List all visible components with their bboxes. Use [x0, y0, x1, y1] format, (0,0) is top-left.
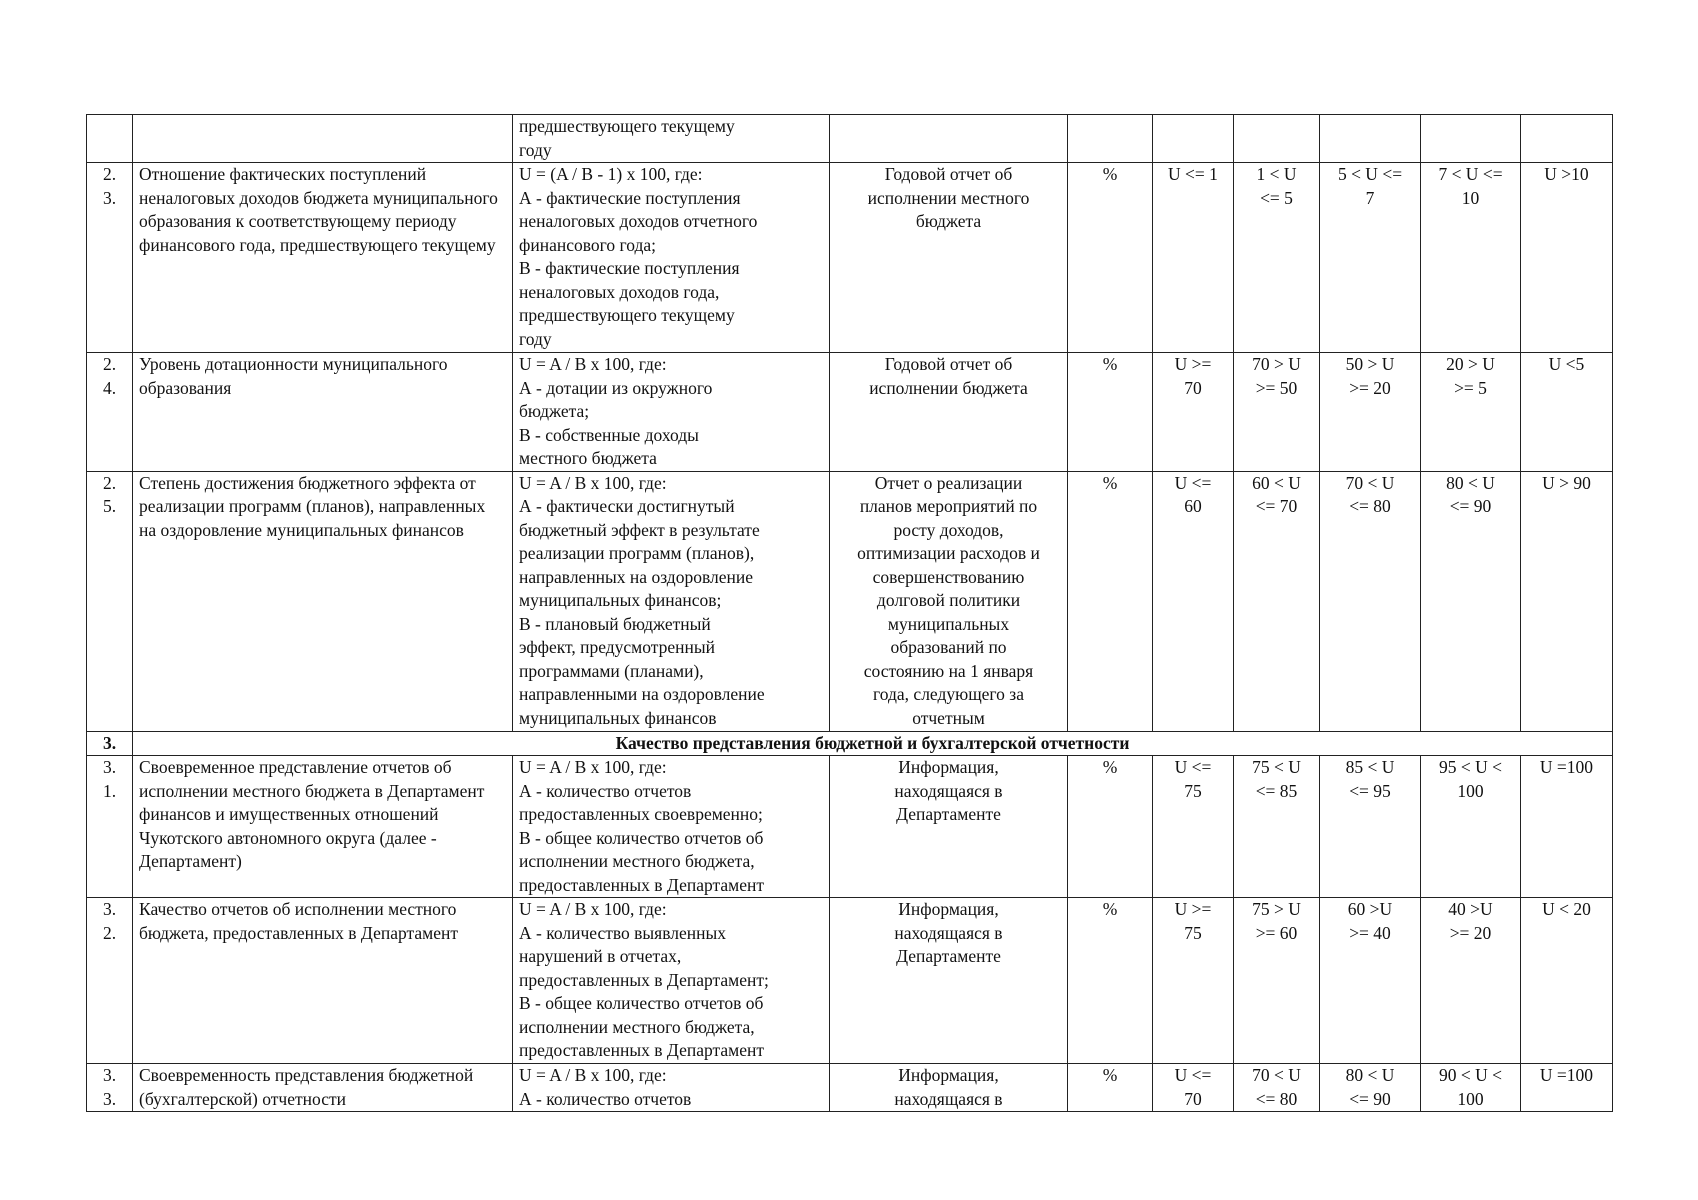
source-line: Годовой отчет об: [884, 164, 1013, 184]
source-line: исполнении бюджета: [869, 377, 1028, 398]
formula-line: году: [519, 328, 552, 349]
formula-line: В - собственные доходы: [519, 424, 699, 445]
source-cell: [830, 115, 1068, 163]
grade-g4-cell: 80 < U <= 90: [1421, 471, 1521, 731]
source-cell: [830, 353, 1068, 472]
table-row: [87, 898, 1613, 1064]
row-number: [87, 115, 133, 163]
formula-cell: [513, 115, 830, 163]
source-line: Годовой отчет об: [884, 354, 1013, 374]
formula-line: U = A / B x 100, где:: [519, 757, 667, 777]
row-number: 3. 1.: [87, 756, 133, 898]
grade-g4-cell: 7 < U <= 10: [1421, 163, 1521, 353]
grade-g5-cell: U < 20: [1521, 898, 1613, 1064]
grade-g4-cell: 95 < U < 100: [1421, 756, 1521, 898]
grade-g5-cell: U >10: [1521, 163, 1613, 353]
source-cell: [830, 898, 1068, 1064]
source-line: Информация,: [898, 899, 999, 919]
grade-g5-cell: [1521, 115, 1613, 163]
grade-g1-cell: U <= 1: [1153, 163, 1234, 353]
source-cell: [830, 1064, 1068, 1112]
grade-g3-cell: [1320, 115, 1421, 163]
grade-g5-cell: U <5: [1521, 353, 1613, 472]
source-line: Информация,: [898, 1065, 999, 1085]
source-line: совершенствованию: [872, 566, 1025, 587]
table-row: [87, 471, 1613, 731]
grade-g1-cell: U <= 70: [1153, 1064, 1234, 1112]
source-line: состоянию на 1 января: [863, 660, 1034, 681]
formula-line: В - общее количество отчетов об: [519, 993, 764, 1013]
grade-g5-cell: U =100: [1521, 756, 1613, 898]
grade-g5-cell: U =100: [1521, 1064, 1613, 1112]
formula-line: муниципальных финансов: [519, 707, 717, 728]
formula-line: предшествующего текущему: [519, 305, 735, 325]
grade-g3-cell: 80 < U <= 90: [1320, 1064, 1421, 1112]
source-line: исполнении местного: [867, 187, 1030, 208]
source-line: оптимизации расходов и: [857, 543, 1040, 563]
grade-g4-cell: 40 >U >= 20: [1421, 898, 1521, 1064]
formula-line: U = (A / B - 1) x 100, где:: [519, 164, 703, 184]
grade-g3-cell: 85 < U <= 95: [1320, 756, 1421, 898]
grade-g1-cell: U >= 70: [1153, 353, 1234, 472]
grade-g4-cell: 20 > U >= 5: [1421, 353, 1521, 472]
grade-g1-cell: U >= 75: [1153, 898, 1234, 1064]
section-title: Качество представления бюджетной и бухгалтерской отчетности: [133, 731, 1613, 756]
formula-line: исполнении местного бюджета,: [519, 1016, 755, 1037]
formula-line: предшествующего текущему: [519, 116, 735, 136]
table-row: [87, 115, 1613, 163]
formula-line: неналоговых доходов отчетного: [519, 211, 758, 231]
indicator-name: Степень достижения бюджетного эффекта от реализации программ (планов), направленных на оздоровление муниципальных финансов: [133, 471, 513, 731]
source-line: находящаяся в: [894, 922, 1003, 943]
indicator-name: Уровень дотационности муниципального образования: [133, 353, 513, 472]
source-line: года, следующего за: [873, 684, 1024, 704]
formula-line: А - дотации из окружного: [519, 377, 713, 398]
formula-line: предоставленных в Департамент;: [519, 969, 769, 990]
table-row: [87, 1064, 1613, 1112]
formula-line: местного бюджета: [519, 448, 657, 468]
table-row: [87, 756, 1613, 898]
source-line: Отчет о реализации: [874, 472, 1023, 493]
formula-line: бюджета;: [519, 401, 590, 421]
unit-cell: %: [1068, 1064, 1153, 1112]
formula-line: U = A / B x 100, где:: [519, 899, 667, 919]
source-line: образований по: [890, 637, 1007, 657]
unit-cell: [1068, 115, 1153, 163]
source-cell: [830, 471, 1068, 731]
formula-line: В - плановый бюджетный: [519, 613, 711, 634]
source-cell: [830, 756, 1068, 898]
formula-line: финансового года;: [519, 234, 657, 255]
source-line: Департаменте: [896, 946, 1001, 966]
source-line: муниципальных: [887, 613, 1010, 634]
grade-g3-cell: 70 < U <= 80: [1320, 471, 1421, 731]
formula-line: программами (планами),: [519, 660, 704, 681]
table-row: [87, 353, 1613, 472]
grade-g2-cell: 1 < U <= 5: [1234, 163, 1320, 353]
formula-line: направленными на оздоровление: [519, 684, 765, 704]
formula-line: А - фактически достигнутый: [519, 496, 735, 516]
source-line: Департаменте: [896, 804, 1001, 824]
indicator-name: Своевременность представления бюджетной (бухгалтерской) отчетности: [133, 1064, 513, 1112]
formula-line: U = A / B x 100, где:: [519, 354, 667, 374]
source-line: отчетным: [912, 707, 985, 728]
formula-line: муниципальных финансов;: [519, 590, 722, 610]
unit-cell: %: [1068, 353, 1153, 472]
formula-cell: [513, 471, 830, 731]
indicator-name: [133, 115, 513, 163]
source-line: бюджета: [915, 211, 982, 231]
formula-line: А - количество выявленных: [519, 922, 726, 943]
formula-line: В - общее количество отчетов об: [519, 827, 764, 848]
source-line: находящаяся в: [894, 1088, 1003, 1109]
formula-line: исполнении местного бюджета,: [519, 851, 755, 871]
indicator-name: Своевременное представление отчетов об исполнении местного бюджета в Департамент финансов и имущественных отношений Чукотского автономного округа (далее - Департамент): [133, 756, 513, 898]
formula-line: предоставленных в Департамент: [519, 874, 764, 895]
grade-g2-cell: [1234, 115, 1320, 163]
formula-line: нарушений в отчетах,: [519, 946, 682, 966]
grade-g5-cell: U > 90: [1521, 471, 1613, 731]
source-line: долговой политики: [876, 590, 1021, 610]
indicator-name: Отношение фактических поступлений неналоговых доходов бюджета муниципального образования к соответствующему периоду финансового года, предшествующего текущему: [133, 163, 513, 353]
section-header-row: [87, 731, 1613, 756]
formula-line: А - фактические поступления: [519, 187, 741, 208]
source-line: росту доходов,: [893, 519, 1004, 540]
grade-g3-cell: 50 > U >= 20: [1320, 353, 1421, 472]
formula-cell: [513, 163, 830, 353]
formula-line: году: [519, 139, 552, 160]
formula-line: предоставленных своевременно;: [519, 804, 763, 824]
grade-g1-cell: [1153, 115, 1234, 163]
row-number: 3. 3.: [87, 1064, 133, 1112]
formula-cell: [513, 1064, 830, 1112]
grade-g2-cell: 60 < U <= 70: [1234, 471, 1320, 731]
source-line: планов мероприятий по: [859, 496, 1038, 516]
formula-cell: [513, 353, 830, 472]
formula-line: предоставленных в Департамент: [519, 1040, 764, 1060]
source-cell: [830, 163, 1068, 353]
grade-g2-cell: 75 > U >= 60: [1234, 898, 1320, 1064]
grade-g4-cell: [1421, 115, 1521, 163]
grade-g1-cell: U <= 75: [1153, 756, 1234, 898]
formula-line: А - количество отчетов: [519, 780, 692, 801]
row-number: 2. 4.: [87, 353, 133, 472]
formula-line: U = A / B x 100, где:: [519, 472, 667, 493]
grade-g2-cell: 70 > U >= 50: [1234, 353, 1320, 472]
indicators-table: [86, 114, 1613, 1112]
table-row: [87, 163, 1613, 353]
formula-line: А - количество отчетов: [519, 1088, 692, 1109]
formula-cell: [513, 756, 830, 898]
unit-cell: %: [1068, 898, 1153, 1064]
formula-line: реализации программ (планов),: [519, 543, 755, 563]
grade-g1-cell: U <= 60: [1153, 471, 1234, 731]
source-line: находящаяся в: [894, 780, 1003, 801]
unit-cell: %: [1068, 163, 1153, 353]
formula-line: бюджетный эффект в результате: [519, 519, 760, 540]
formula-line: эффект, предусмотренный: [519, 637, 716, 657]
formula-line: В - фактические поступления: [519, 258, 740, 278]
grade-g2-cell: 70 < U <= 80: [1234, 1064, 1320, 1112]
row-number: 3. 2.: [87, 898, 133, 1064]
unit-cell: %: [1068, 471, 1153, 731]
indicator-name: Качество отчетов об исполнении местного бюджета, предоставленных в Департамент: [133, 898, 513, 1064]
grade-g3-cell: 60 >U >= 40: [1320, 898, 1421, 1064]
grade-g2-cell: 75 < U <= 85: [1234, 756, 1320, 898]
source-line: Информация,: [898, 757, 999, 777]
grade-g3-cell: 5 < U <= 7: [1320, 163, 1421, 353]
formula-line: U = A / B x 100, где:: [519, 1065, 667, 1085]
formula-line: неналоговых доходов года,: [519, 281, 720, 302]
row-number: 2. 5.: [87, 471, 133, 731]
unit-cell: %: [1068, 756, 1153, 898]
row-number: 3.: [87, 731, 133, 756]
formula-cell: [513, 898, 830, 1064]
formula-line: направленных на оздоровление: [519, 566, 753, 587]
row-number: 2. 3.: [87, 163, 133, 353]
grade-g4-cell: 90 < U < 100: [1421, 1064, 1521, 1112]
